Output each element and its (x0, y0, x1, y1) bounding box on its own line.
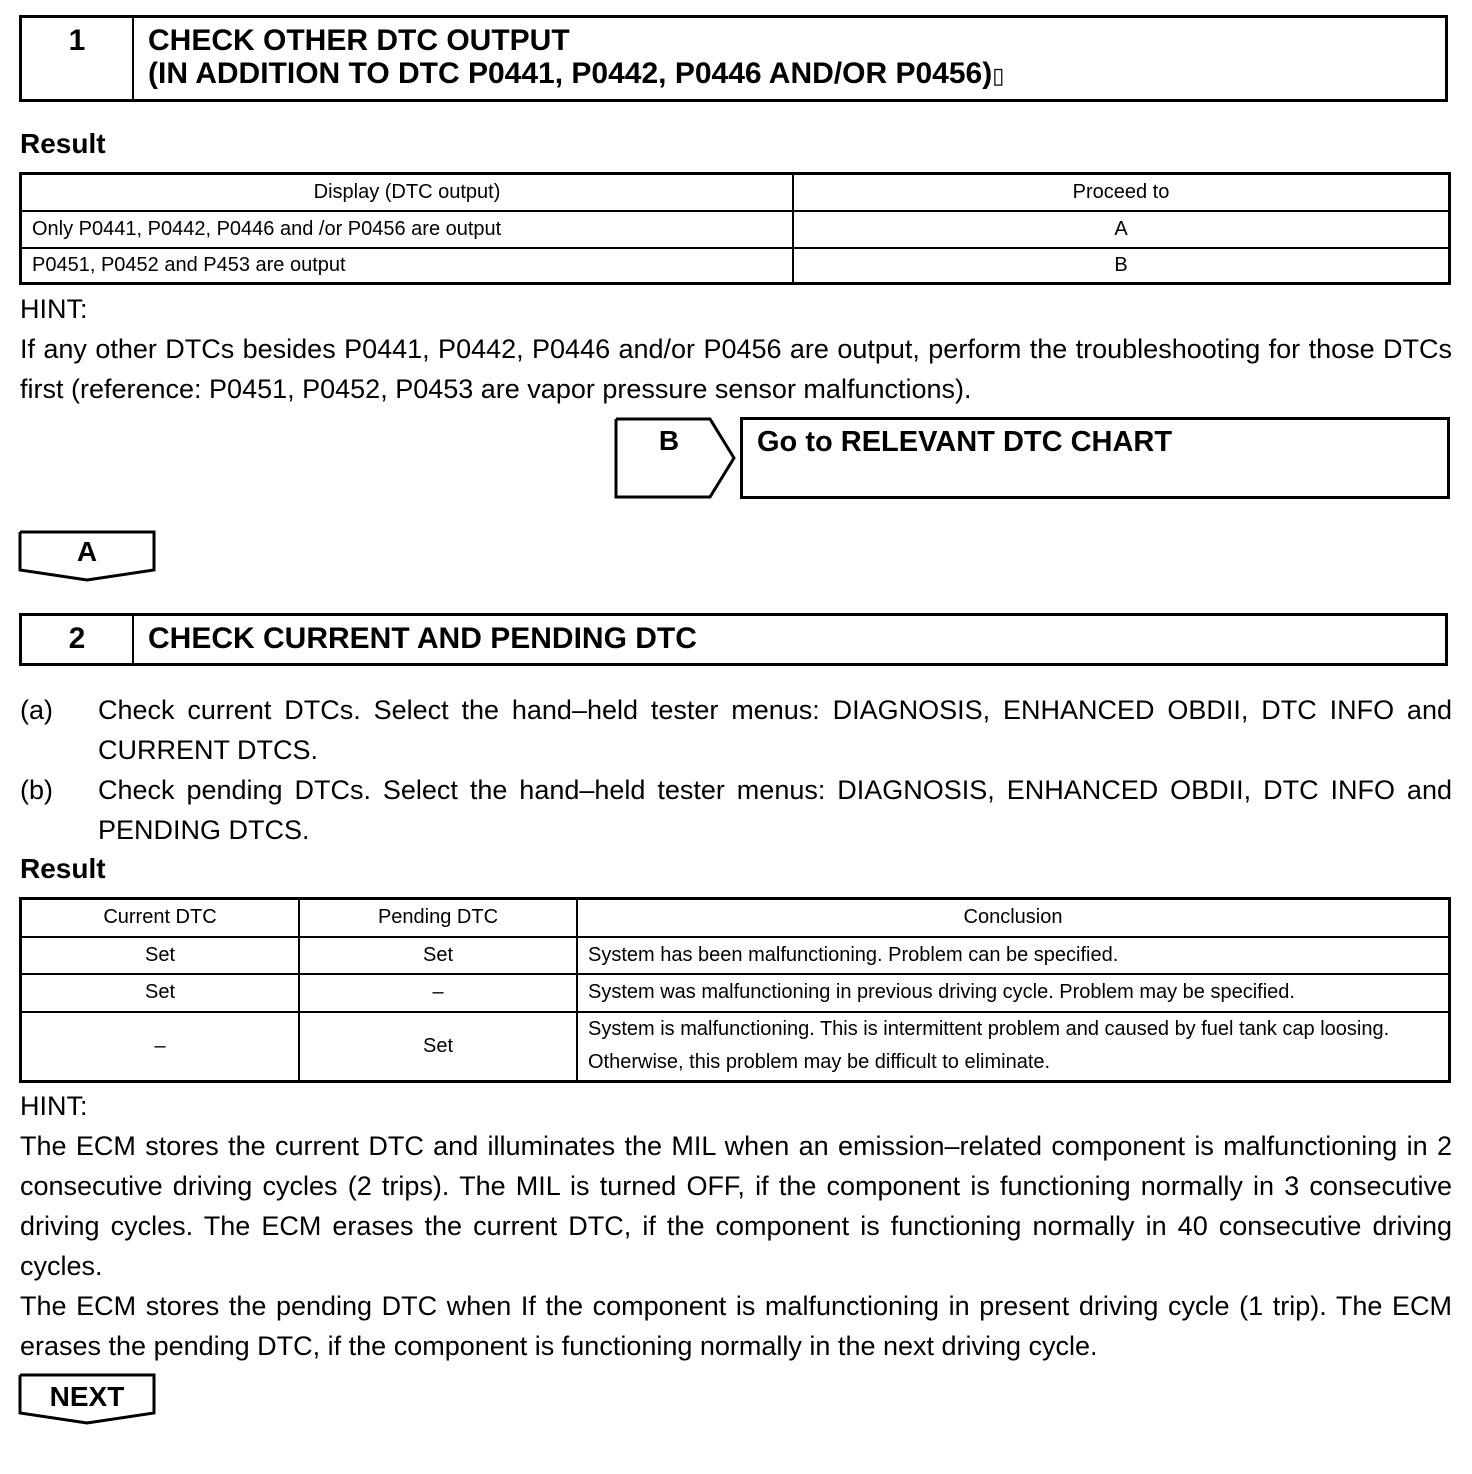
table-row: Set Set System has been malfunctioning. Problem can be specified. (21, 937, 1450, 974)
instruction-item (20, 770, 1452, 850)
branch-b-action (740, 417, 1450, 499)
hint-text: The ECM stores the pending DTC when If the component is malfunctioning in present driving cycle (1 trip). The ECM erases the pending DTC, if the component is functioning normally in the next driving cycle. (20, 1291, 1452, 1361)
table-header: Current DTC (21, 899, 300, 937)
table-header: Proceed to (793, 174, 1450, 211)
step-title-line2: (IN ADDITION TO DTC P0441, P0442, P0446 AND/OR P0456)▯ (148, 57, 1005, 90)
result-table-2 (19, 897, 1451, 1083)
hint-text: If any other DTCs besides P0441, P0442, P0446 and/or P0456 are output, perform the troubleshooting for those DTCs first (reference: P0451, P0452, P0453 are vapor pressure sensor malfunctions). (20, 334, 1452, 404)
branch-a-tag (18, 530, 156, 582)
instruction-label: (a) (20, 695, 53, 725)
hint-label: HINT: (20, 1091, 88, 1121)
instruction-label: (b) (20, 775, 53, 805)
step-title-line1: CHECK OTHER DTC OUTPUT (148, 24, 570, 57)
branch-b-action-text: Go to RELEVANT DTC CHART (757, 426, 1173, 458)
step-title: CHECK CURRENT AND PENDING DTC (148, 622, 697, 655)
branch-b-tag (614, 417, 738, 499)
branch-b-label: B (658, 425, 680, 456)
instruction-text: Check pending DTCs. Select the hand–held tester menus: DIAGNOSIS, ENHANCED OBDII, DTC INFO and PENDING DTCS. (98, 775, 1452, 845)
instruction-text: Check current DTCs. Select the hand–held tester menus: DIAGNOSIS, ENHANCED OBDII, DTC INFO and CURRENT DTCS. (98, 695, 1452, 765)
table-row: Only P0441, P0442, P0446 and /or P0456 are output A (21, 211, 1450, 248)
step-title (134, 18, 1445, 99)
branch-a-label: A (76, 536, 98, 567)
unknown-glyph-icon: ▯ (992, 63, 1005, 88)
hint-text: The ECM stores the current DTC and illuminates the MIL when an emission–related component is malfunctioning in 2 consecutive driving cycles (2 trips). The MIL is turned OFF, if the component is functioning normally in 3 consecutive driving cycles. The ECM erases the current DTC, if the component is functioning normally in 40 consecutive driving cycles. (20, 1131, 1452, 1281)
step-1-header (19, 15, 1448, 102)
step-number: 2 (22, 616, 134, 663)
instruction-item (20, 690, 1452, 770)
table-header: Conclusion (577, 899, 1450, 937)
next-label: NEXT (49, 1381, 125, 1412)
table-row: Set – System was malfunctioning in previous driving cycle. Problem may be specified. (21, 974, 1450, 1012)
table-row: P0451, P0452 and P453 are output B (21, 248, 1450, 284)
table-row: – Set System is malfunctioning. This is intermittent problem and caused by fuel tank cap loosing. Otherwise, this problem may be difficult to eliminate. (21, 1012, 1450, 1082)
result-label: Result (20, 128, 106, 159)
result-table-1 (19, 172, 1451, 285)
table-header: Display (DTC output) (21, 174, 794, 211)
hint-label: HINT: (20, 294, 88, 324)
step-2-header (19, 613, 1448, 666)
next-tag[interactable] (18, 1373, 156, 1425)
result-label: Result (20, 853, 106, 884)
step-number: 1 (22, 18, 134, 99)
table-header: Pending DTC (299, 899, 577, 937)
